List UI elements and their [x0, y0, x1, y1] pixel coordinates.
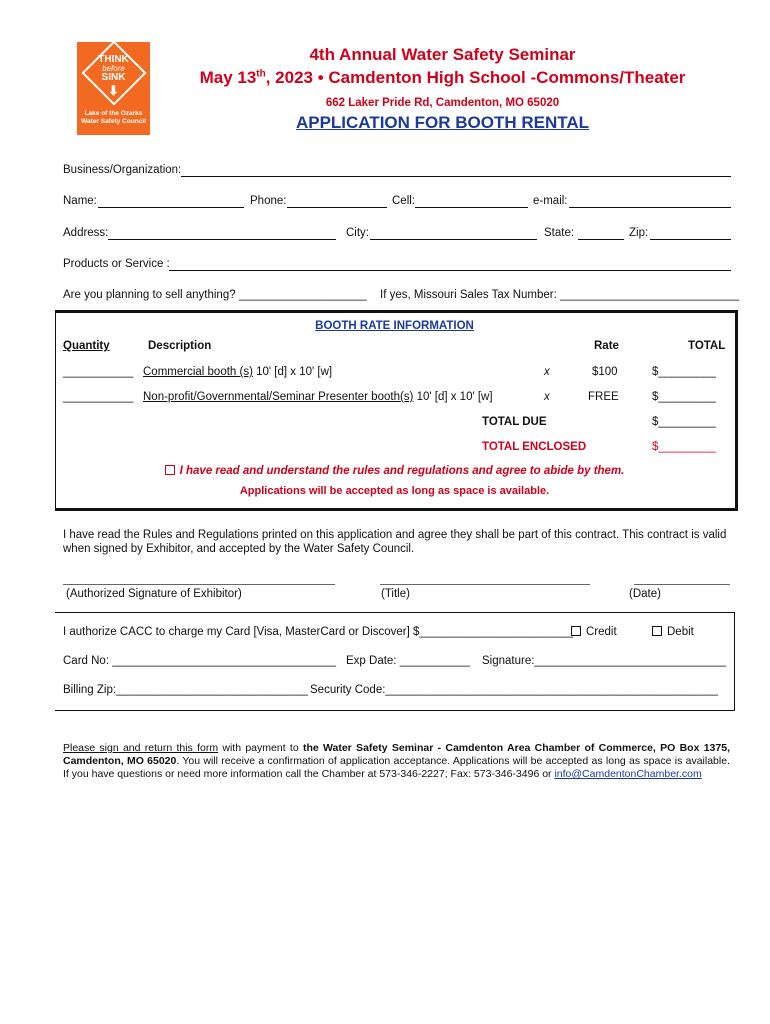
contract-text: I have read the Rules and Regulations printed on this application and agree they shall be part of this contract. This contract is valid when signed by Exhibitor, and accepted by the Water Safety Council.	[63, 529, 727, 555]
logo-before: before	[102, 64, 125, 73]
venue-address: 662 Laker Pride Rd, Camdenton, MO 65020	[325, 97, 560, 109]
signature-line[interactable]	[63, 584, 335, 585]
row1-total[interactable]: $_________	[652, 366, 716, 378]
footer-instructions: Please sign and return this form with payment to the Water Safety Seminar - Camdenton Area Chamber of Commerce, PO Box 1375, Camdenton, MO 65020. You will receive a confirmation of application acceptance. Applications will be accepted as long as space is available. If you have questions or need more information call the Chamber at 573-346-2227; Fax: 573-346-3496 or info@CamdentonChamber.com	[63, 742, 730, 780]
business-label: Business/Organization:	[63, 164, 182, 176]
zip-label: Zip:	[629, 227, 649, 239]
business-field[interactable]	[181, 176, 731, 177]
phone-field[interactable]	[287, 207, 387, 208]
products-field[interactable]	[169, 270, 731, 271]
total-enclosed-label: TOTAL ENCLOSED	[482, 441, 587, 453]
row1-desc: Commercial booth (s) 10' [d] x 10' [w]	[143, 366, 333, 378]
billing-zip[interactable]: Billing Zip:______________________________	[63, 684, 308, 696]
credit-checkbox-icon[interactable]	[571, 626, 581, 636]
chamber-email-link[interactable]: info@CamdentonChamber.com	[554, 768, 702, 780]
row1-rate: $100	[592, 366, 618, 378]
col-rate: Rate	[594, 340, 619, 352]
agree-checkbox-icon[interactable]	[165, 465, 175, 475]
name-field[interactable]	[98, 207, 244, 208]
row2-x: x	[544, 391, 550, 403]
down-arrow-icon: ⬇	[108, 83, 119, 98]
card-number[interactable]: Card No: ___________________________________	[63, 655, 337, 667]
title-label: (Title)	[381, 588, 410, 600]
col-description: Description	[148, 340, 212, 352]
accepted-note: Applications will be accepted as long as space is available.	[239, 485, 550, 497]
address-label: Address:	[63, 227, 109, 239]
card-signature[interactable]: Signature:______________________________	[482, 655, 727, 667]
phone-label: Phone:	[250, 195, 287, 207]
col-total: TOTAL	[688, 340, 726, 352]
row2-rate: FREE	[588, 391, 619, 403]
state-label: State:	[544, 227, 575, 239]
council-logo	[77, 42, 150, 135]
address-field[interactable]	[108, 239, 336, 240]
exp-date[interactable]: Exp Date: ___________	[346, 655, 471, 667]
total-enclosed-value[interactable]: $_________	[652, 441, 716, 453]
authorize-charge[interactable]: I authorize CACC to charge my Card [Visa, MasterCard or Discover] $________________________	[63, 626, 573, 638]
total-due-value[interactable]: $_________	[652, 416, 716, 428]
city-label: City:	[346, 227, 369, 239]
date-label: (Date)	[629, 588, 661, 600]
zip-field[interactable]	[650, 239, 731, 240]
booth-heading: BOOTH RATE INFORMATION	[315, 320, 474, 332]
sell-question[interactable]: Are you planning to sell anything? ____________________	[63, 289, 367, 301]
title-line[interactable]	[380, 584, 590, 585]
logo-caption: Lake of the Ozarks Water Safety Council	[81, 110, 146, 125]
row2-total[interactable]: $_________	[652, 391, 716, 403]
row1-x: x	[544, 366, 550, 378]
name-label: Name:	[63, 195, 97, 207]
form-title: APPLICATION FOR BOOTH RENTAL	[295, 113, 590, 132]
row1-qty[interactable]: ___________	[63, 366, 134, 378]
cell-label: Cell:	[392, 195, 416, 207]
row2-qty[interactable]: ___________	[63, 391, 134, 403]
cell-field[interactable]	[415, 207, 528, 208]
row2-desc: Non-profit/Governmental/Seminar Presenter booth(s) 10' [d] x 10' [w]	[143, 391, 493, 403]
agree-checkbox-row[interactable]: I have read and understand the rules and regulations and agree to abide by them.	[55, 465, 734, 477]
debit-option[interactable]: Debit	[652, 626, 694, 638]
email-field[interactable]	[569, 207, 731, 208]
email-label: e-mail:	[533, 195, 568, 207]
logo-think: THINK	[98, 54, 129, 65]
seminar-title: 4th Annual Water Safety Seminar	[309, 45, 576, 64]
city-field[interactable]	[370, 239, 537, 240]
signature-label: (Authorized Signature of Exhibitor)	[66, 588, 242, 600]
logo-sink: SINK	[101, 72, 126, 83]
date-line[interactable]	[634, 584, 730, 585]
products-label: Products or Service :	[63, 258, 170, 270]
state-field[interactable]	[578, 239, 624, 240]
seminar-date-venue: May 13th, 2023 • Camdenton High School -Commons/Theater	[199, 68, 686, 87]
col-quantity: Quantity	[63, 340, 110, 352]
total-due-label: TOTAL DUE	[482, 416, 547, 428]
debit-checkbox-icon[interactable]	[652, 626, 662, 636]
security-code[interactable]: Security Code:____________________________________________________	[310, 684, 719, 696]
credit-option[interactable]: Credit	[571, 626, 617, 638]
tax-number[interactable]: If yes, Missouri Sales Tax Number: ____________________________	[380, 289, 740, 301]
